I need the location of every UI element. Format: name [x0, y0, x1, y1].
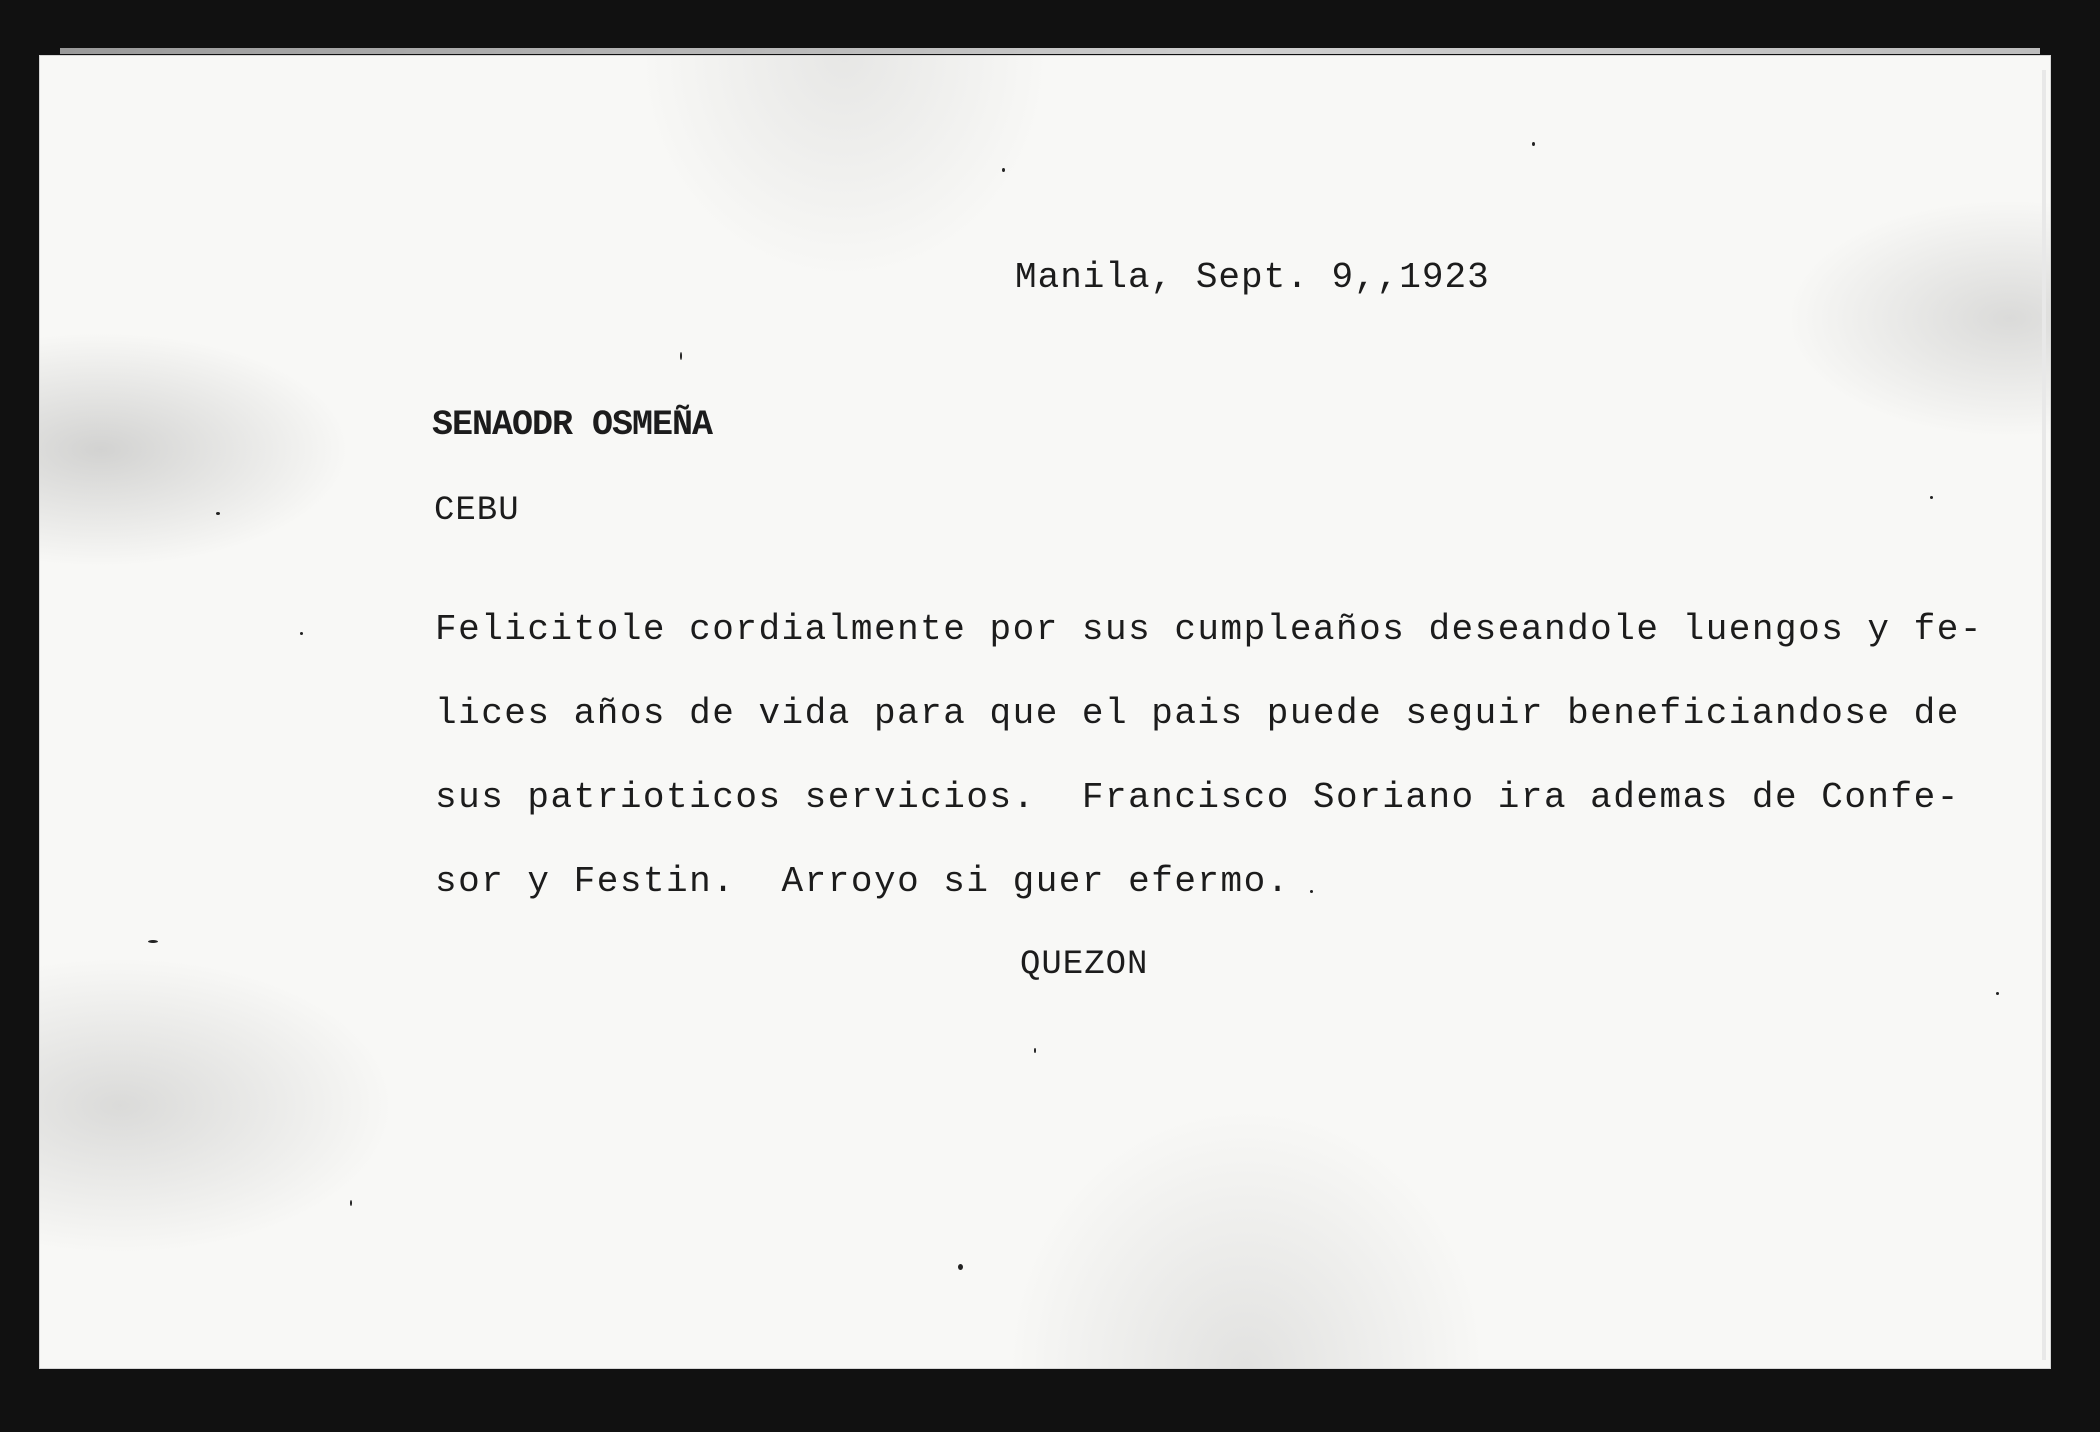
- dust-speck: [350, 1200, 352, 1206]
- sheet-right-edge: [2042, 70, 2046, 1360]
- dust-speck: [1532, 142, 1535, 146]
- dust-speck: [680, 352, 682, 360]
- dust-speck: [300, 632, 303, 635]
- date-line: Manila, Sept. 9,,1923: [1015, 257, 1490, 298]
- dust-speck: [1996, 992, 1999, 995]
- dust-speck: [1034, 1048, 1036, 1053]
- dust-speck: [1002, 168, 1005, 172]
- addressee-city: CEBU: [434, 492, 520, 530]
- message-line: sor y Festin. Arroyo si guer efermo.: [435, 861, 1290, 902]
- message-body: [435, 609, 1983, 948]
- message-line: Felicitole cordialmente por sus cumpleaños deseandole luengos y fe-: [435, 609, 1983, 650]
- message-line: lices años de vida para que el pais puede seguir beneficiandose de: [435, 693, 1960, 734]
- signature: QUEZON: [1020, 946, 1149, 984]
- message-line: sus patrioticos servicios. Francisco Soriano ira ademas de Confe-: [435, 777, 1960, 818]
- dust-speck: [1930, 496, 1933, 499]
- dust-speck: [148, 940, 158, 943]
- dust-speck: [216, 512, 220, 515]
- addressee: SENAODR OSMEÑA: [432, 405, 713, 445]
- dust-speck: [958, 1264, 963, 1270]
- film-top-strip: [60, 48, 2040, 54]
